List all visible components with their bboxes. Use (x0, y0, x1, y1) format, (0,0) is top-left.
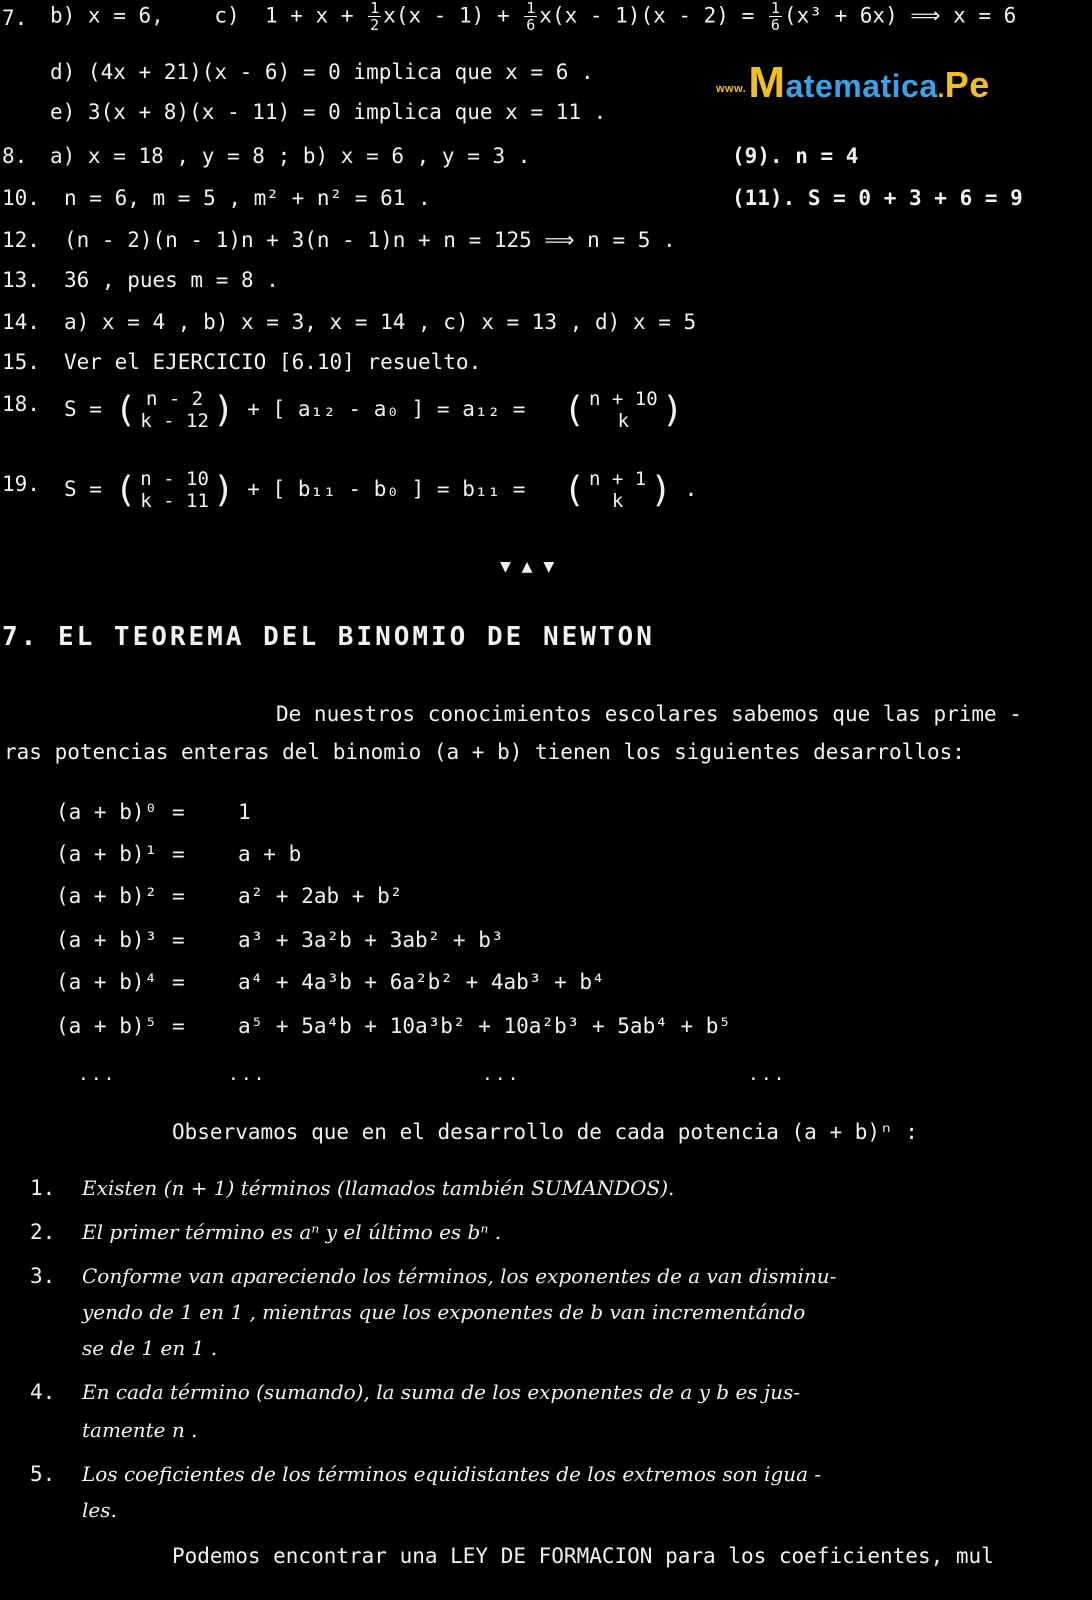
expansion-equals: = (172, 1014, 185, 1038)
section-title: 7. EL TEOREMA DEL BINOMIO DE NEWTON (2, 622, 655, 652)
expansion-equals: = (172, 884, 185, 908)
list-number: 1. (30, 1176, 56, 1200)
answer-13: 36 , pues m = 8 . (64, 268, 279, 292)
footer-line: Podemos encontrar una LEY DE FORMACION para los coeficientes, mul (172, 1544, 994, 1568)
answer-18: S = ( n - 2 k - 12 ) + [ a₁₂ - a₀ ] = a₁₂ = ( n + 10 k ) (64, 388, 684, 432)
list-item-text: les. (82, 1498, 117, 1522)
list-number: 4. (30, 1380, 56, 1404)
binomial-coefficient: n - 10 k - 11 (140, 468, 209, 512)
answer-12: (n - 2)(n - 1)n + 3(n - 1)n + n = 125 ⟹ n = 5 . (64, 228, 676, 252)
answer-number: 10. (2, 186, 40, 210)
answer-number: 13. (2, 268, 40, 292)
expansion-rhs: a² + 2ab + b² (238, 884, 403, 908)
expansion-rhs: a + b (238, 842, 302, 866)
expansion-equals: = (172, 800, 185, 824)
expansion-lhs: (a + b)³ (56, 928, 158, 952)
expansion-lhs: (a + b)⁴ (56, 970, 158, 994)
list-item-text: se de 1 en 1 . (82, 1336, 218, 1360)
answer-7e: e) 3(x + 8)(x - 11) = 0 implica que x = 11 . (50, 100, 607, 124)
answer-14: a) x = 4 , b) x = 3, x = 14 , c) x = 13 , d) x = 5 (64, 310, 697, 334)
list-item-text: Conforme van apareciendo los términos, los exponentes de a van disminu- (82, 1264, 837, 1288)
expansion-rhs: 1 (238, 800, 251, 824)
ellipsis: ... (748, 1064, 787, 1085)
list-item-text: yendo de 1 en 1 , mientras que los exponentes de b van incrementándo (82, 1300, 806, 1324)
expansion-equals: = (172, 970, 185, 994)
intro-line-2: ras potencias enteras del binomio (a + b) tienen los siguientes desarrollos: (4, 740, 965, 764)
observation-line: Observamos que en el desarrollo de cada potencia (a + b)ⁿ : (172, 1120, 918, 1144)
list-item-text: Existen (n + 1) términos (llamados también SUMANDOS). (82, 1176, 675, 1200)
answer-number: 18. (2, 392, 40, 416)
expansion-lhs: (a + b)¹ (56, 842, 158, 866)
ellipsis: ... (78, 1064, 117, 1085)
answer-15: Ver el EJERCICIO [6.10] resuelto. (64, 350, 482, 374)
list-item-text: tamente n . (82, 1418, 198, 1442)
expansion-lhs: (a + b)⁰ (56, 800, 158, 824)
ellipsis: ... (482, 1064, 521, 1085)
answer-number: 14. (2, 310, 40, 334)
list-item-text: En cada término (sumando), la suma de los exponentes de a y b es jus- (82, 1380, 801, 1404)
answer-8: a) x = 18 , y = 8 ; b) x = 6 , y = 3 . (50, 144, 531, 168)
expansion-rhs: a⁴ + 4a³b + 6a²b² + 4ab³ + b⁴ (238, 970, 605, 994)
ellipsis: ... (228, 1064, 267, 1085)
answer-19: S = ( n - 10 k - 11 ) + [ b₁₁ - b₀ ] = b₁₁ = ( n + 1 k ) . (64, 468, 698, 512)
fraction: $\frac{1}{2}$ (370, 0, 380, 34)
expansion-lhs: (a + b)⁵ (56, 1014, 158, 1038)
list-item-text: Los coeficientes de los términos equidistantes de los extremos son igua - (82, 1462, 822, 1486)
binomial-coefficient: n + 1 k (589, 468, 647, 512)
list-number: 3. (30, 1264, 56, 1288)
list-number: 5. (30, 1462, 56, 1486)
answer-number: 19. (2, 472, 40, 496)
answer-7d: d) (4x + 21)(x - 6) = 0 implica que x = 6 . (50, 60, 594, 84)
binomial-coefficient: n - 2 k - 12 (140, 388, 209, 432)
answer-11: (11). S = 0 + 3 + 6 = 9 (732, 186, 1023, 210)
list-item-text: El primer término es aⁿ y el último es bⁿ . (82, 1220, 502, 1244)
answer-10: n = 6, m = 5 , m² + n² = 61 . (64, 186, 431, 210)
answer-number: 7. (2, 6, 28, 30)
list-number: 2. (30, 1220, 56, 1244)
fraction: $\frac{1}{6}$ (770, 0, 780, 34)
intro-line-1: De nuestros conocimientos escolares sabemos que las prime - (276, 702, 1022, 726)
expansion-equals: = (172, 842, 185, 866)
site-logo: www.Matematica.Pe (716, 58, 990, 107)
answer-number: 8. (2, 144, 28, 168)
binomial-coefficient: n + 10 k (589, 388, 658, 432)
expansion-equals: = (172, 928, 185, 952)
answer-number: 15. (2, 350, 40, 374)
expansion-rhs: a³ + 3a²b + 3ab² + b³ (238, 928, 504, 952)
answer-7-line: b) x = 6, c) 1 + x + $\frac{1}{2}$ x(x - 1) + $\frac{1}{6}$ x(x - 1)(x - 2) = $\frac{1}{6}$ (x³ + 6x) ⟹ x = 6 (50, 0, 1017, 34)
expansion-rhs: a⁵ + 5a⁴b + 10a³b² + 10a²b³ + 5ab⁴ + b⁵ (238, 1014, 732, 1038)
answer-number: 12. (2, 228, 40, 252)
section-separator: ▼ ▲ ▼ (500, 556, 555, 577)
fraction: $\frac{1}{6}$ (526, 0, 536, 34)
answer-9: (9). n = 4 (732, 144, 859, 168)
expansion-lhs: (a + b)² (56, 884, 158, 908)
